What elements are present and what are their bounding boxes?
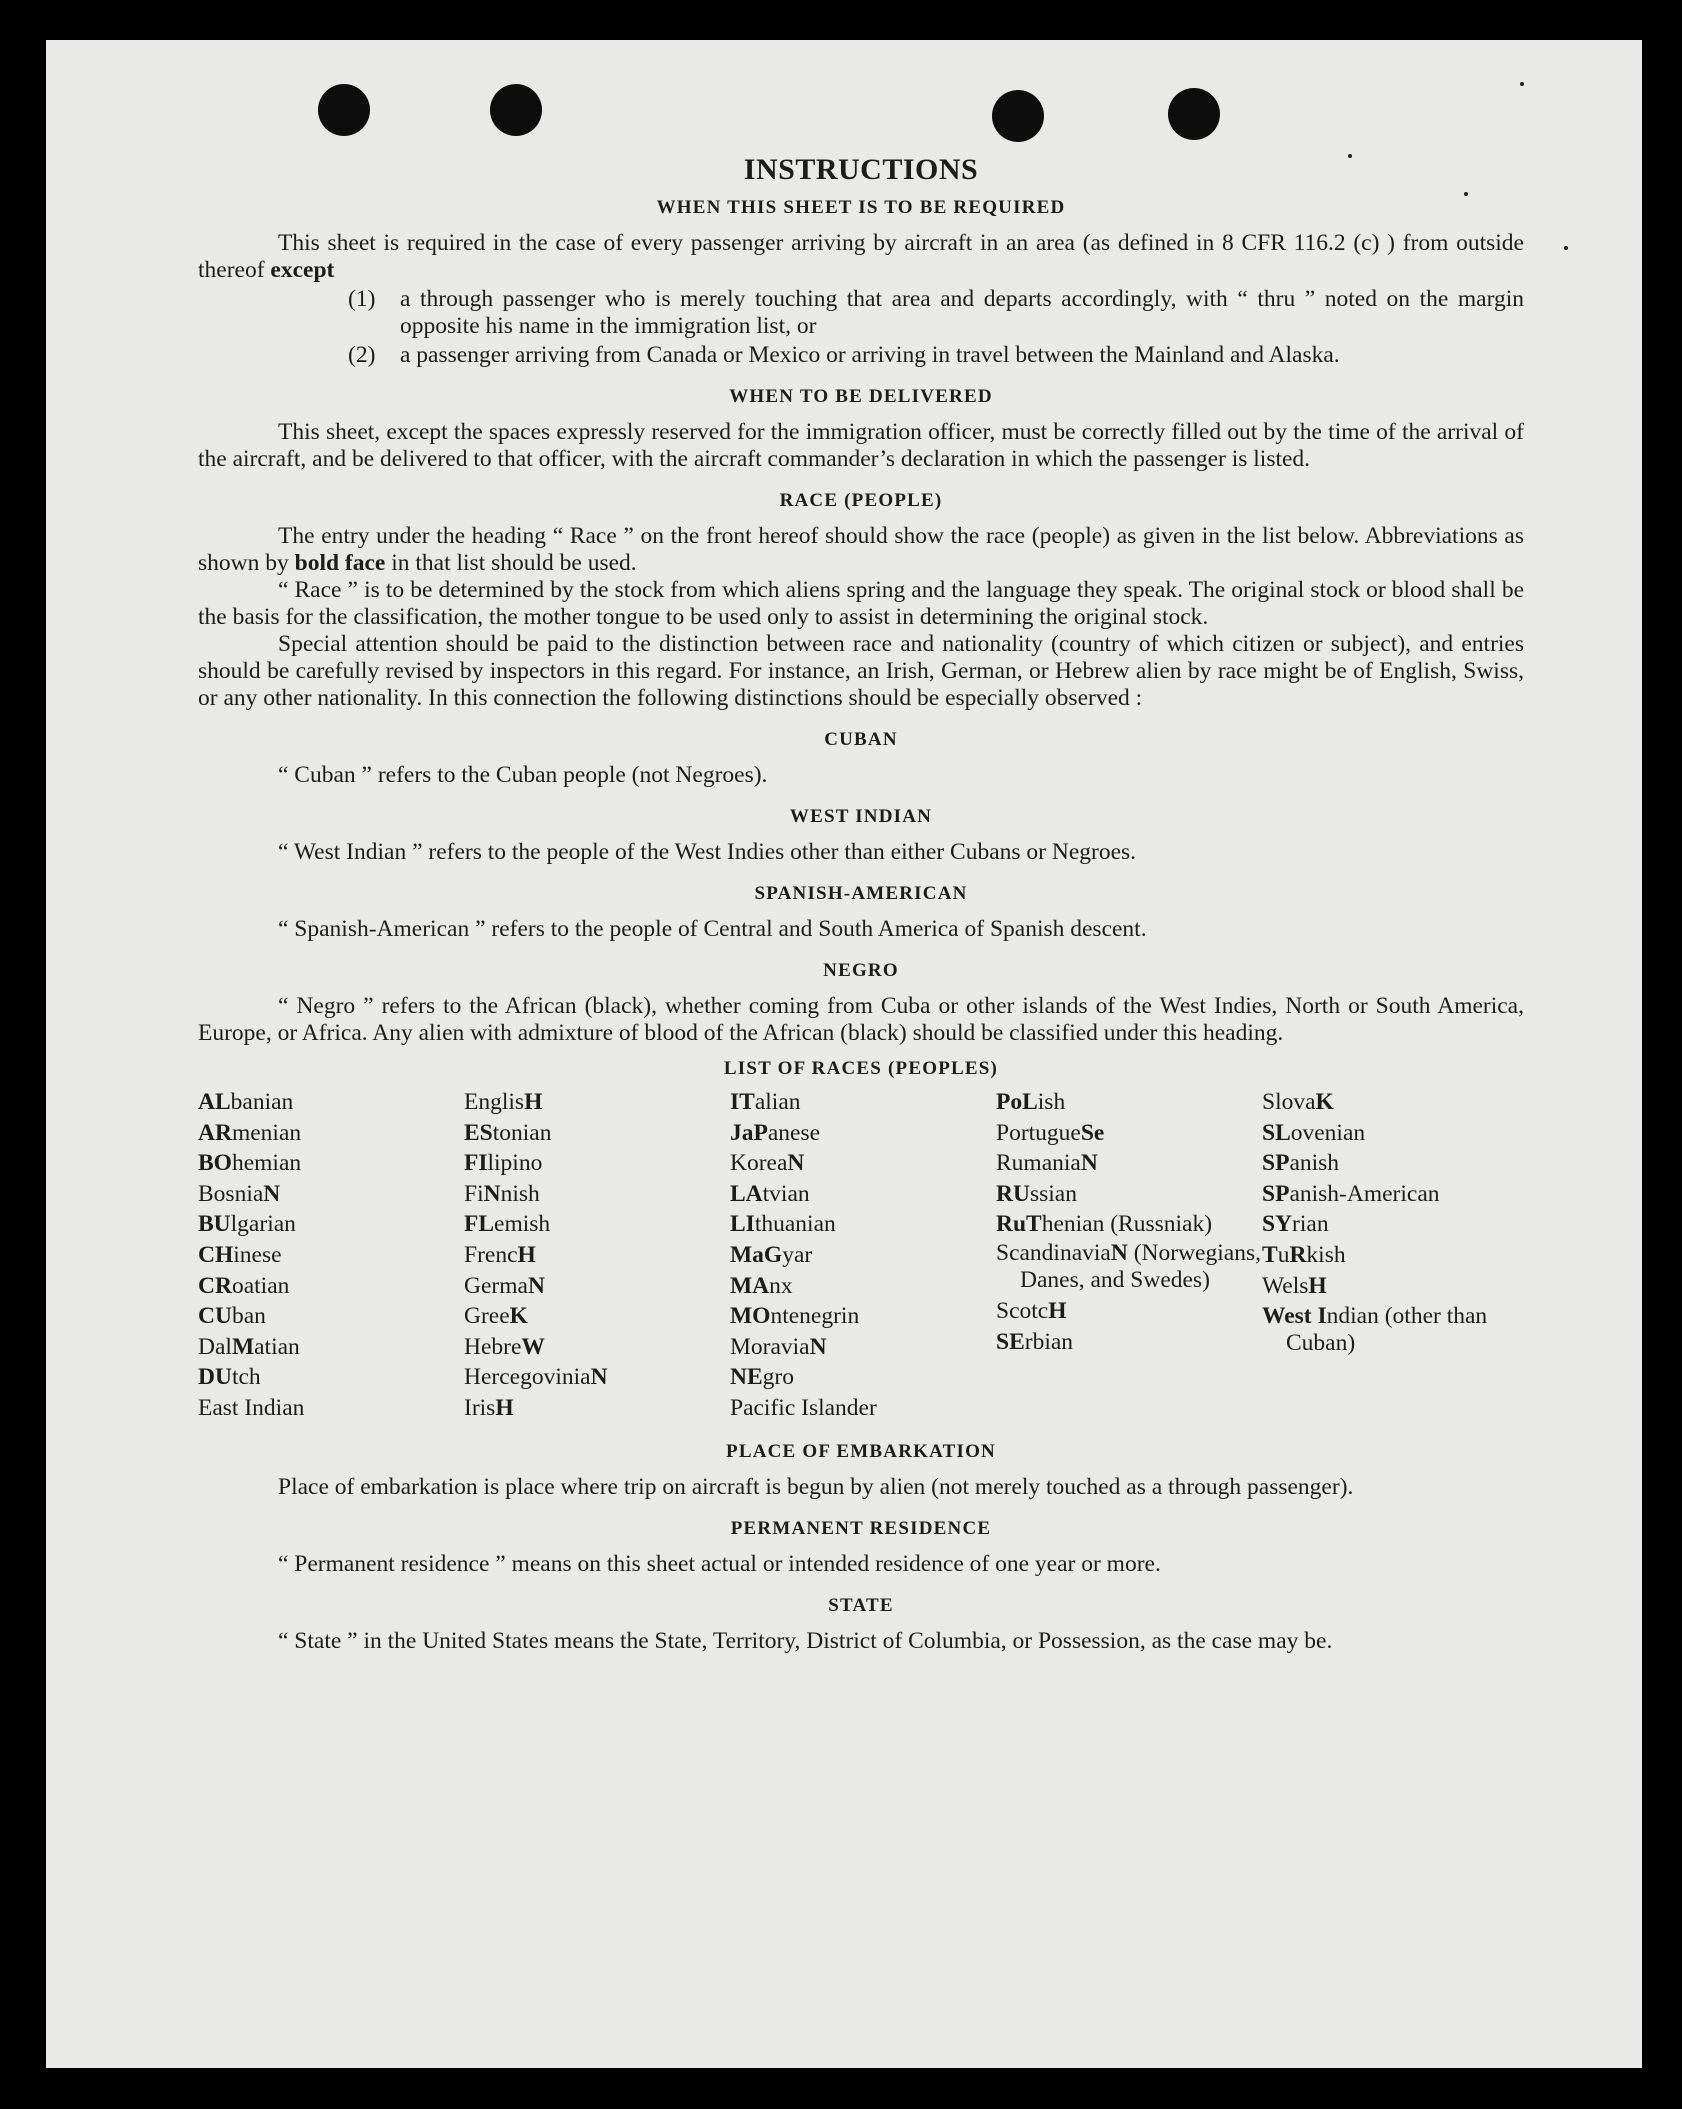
delivered-text: This sheet, except the spaces expressly reserved for the immigration officer, must be correctly filled out by the time of the arrival of the aircraft, and be delivered to that officer, with the aircraft commander’s declaration in which the passenger is listed. [198, 419, 1524, 472]
race-entry: HercegoviniaN [464, 1364, 608, 1391]
race-entry: FLemish [464, 1211, 551, 1238]
race-entry: MAnx [730, 1272, 793, 1299]
race-entry: SlovaK [1262, 1089, 1334, 1115]
punch-hole [992, 90, 1044, 142]
race-entry: CUban [198, 1303, 266, 1330]
race-entry: SYrian [1262, 1211, 1329, 1238]
race-entry: ITalian [730, 1089, 801, 1115]
heading-state: STATE [828, 1594, 894, 1616]
race-entry: BUlgarian [198, 1211, 296, 1238]
race-entry: DUtch [198, 1364, 261, 1391]
west-indian-text: “ West Indian ” refers to the people of the West Indies other than either Cubans or Negroes. [278, 839, 1137, 865]
race-entry: MoraviaN [730, 1333, 827, 1360]
instructions-content [198, 152, 1524, 1655]
cuban-text: “ Cuban ” refers to the Cuban people (not Negroes). [278, 762, 768, 788]
race-entry: LIthuanian [730, 1211, 836, 1238]
race-entry: KoreaN [730, 1150, 805, 1177]
heading-list-of-races: LIST OF RACES (PEOPLES) [723, 1058, 999, 1079]
race-entry: DalMatian [198, 1333, 300, 1360]
race-entry: ALbanian [198, 1089, 294, 1115]
race-entry: FiNnish [464, 1180, 540, 1207]
race-entry: SLovenian [1262, 1119, 1366, 1146]
races-column [996, 1087, 1262, 1424]
race-entry: CRoatian [198, 1272, 290, 1299]
race-entry: WelsH [1262, 1272, 1327, 1299]
punch-hole [318, 84, 370, 136]
race-entry: HebreW [464, 1333, 545, 1360]
state-text: “ State ” in the United States means the State, Territory, District of Columbia, or Possession, as the case may be. [278, 1627, 1333, 1654]
race-entry: BOhemian [198, 1150, 302, 1177]
heading-race: RACE (PEOPLE) [779, 490, 943, 511]
document-page [46, 40, 1642, 2068]
exception-item: (2) a passenger arriving from Canada or Mexico or arriving in travel between the Mainland and Alaska. [348, 342, 1340, 368]
race-entry: JaPanese [730, 1119, 821, 1146]
race-entry: FIlipino [464, 1150, 543, 1177]
race-entry: IrisH [464, 1394, 514, 1421]
embarkation-text: Place of embarkation is place where trip on aircraft is begun by alien (not merely touched as a through passenger). [278, 1473, 1354, 1500]
heading-residence: PERMANENT RESIDENCE [730, 1517, 992, 1539]
race-entry: SErbian [996, 1328, 1074, 1355]
heading-west-indian: WEST INDIAN [789, 806, 933, 827]
race-entry: RUssian [996, 1180, 1077, 1207]
race-entry: SPanish [1262, 1150, 1340, 1177]
race-entry: SPanish-American [1262, 1180, 1440, 1207]
race-entry: Pacific Islander [730, 1394, 877, 1421]
speck [1564, 246, 1568, 250]
race-entry: NEgro [730, 1364, 794, 1391]
heading-delivered: WHEN TO BE DELIVERED [729, 386, 993, 407]
race-entry: ScandinaviaN (Norwegians, Danes, and Swedes) [996, 1240, 1261, 1294]
spanish-american-text: “ Spanish-American ” refers to the people of Central and South America of Spanish descent. [278, 916, 1147, 942]
race-entry: MOntenegrin [730, 1303, 860, 1330]
race-entry: FrencH [464, 1241, 536, 1268]
exception-list [198, 286, 1524, 369]
race-entry: CHinese [198, 1241, 282, 1268]
race-entry: LAtvian [730, 1180, 810, 1207]
heading-spanish-american: SPANISH-AMERICAN [754, 883, 968, 904]
punch-hole [490, 84, 542, 136]
race-entry: PoLish [996, 1089, 1066, 1115]
race-entry: ScotcH [996, 1298, 1067, 1325]
heading-required: WHEN THIS SHEET IS TO BE REQUIRED [656, 197, 1066, 218]
speck [1520, 82, 1524, 86]
race-entry: West Indian (other than Cuban) [1262, 1303, 1488, 1357]
race-entry: RuThenian (Russniak) [996, 1211, 1213, 1238]
race-entry: RumaniaN [996, 1150, 1098, 1177]
races-column [730, 1087, 996, 1424]
race-paragraph: Special attention should be paid to the distinction between race and nationality (country of which citizen or subject), and entries should be carefully revised by inspectors in this regard. For instance, an Irish, German, or Hebrew alien by race might be of English, Swiss, or any other nationality. In this connection the following distinctions should be especially observed : [198, 631, 1524, 711]
race-entry: EnglisH [464, 1089, 543, 1115]
race-entry: TuRkish [1262, 1241, 1346, 1268]
heading-cuban: CUBAN [824, 729, 898, 750]
required-intro: This sheet is required in the case of every passenger arriving by aircraft in an area (as defined in 8 CFR 116.2 (c) ) from outside thereof except [198, 230, 1524, 283]
heading-negro: NEGRO [823, 960, 899, 981]
races-table [198, 1087, 1524, 1424]
races-column [464, 1087, 730, 1424]
race-entry: MaGyar [730, 1241, 813, 1268]
page-title: INSTRUCTIONS [743, 153, 979, 186]
heading-embarkation: PLACE OF EMBARKATION [726, 1440, 996, 1462]
negro-text: “ Negro ” refers to the African (black), whether coming from Cuba or other islands of the West Indies, North or South America, Europe, or Africa. Any alien with admixture of blood of the African (black) should be classified under this heading. [198, 993, 1524, 1046]
race-paragraph: “ Race ” is to be determined by the stock from which aliens spring and the language they speak. The original stock or blood shall be the basis for the classification, the mother tongue to be used only to assist in determining the original stock. [198, 577, 1524, 630]
race-entry: EStonian [464, 1119, 552, 1146]
race-entry: East Indian [198, 1394, 305, 1421]
races-column [198, 1087, 464, 1424]
exception-item: (1) a through passenger who is merely touching that area and departs accordingly, with “ thru ” noted on the margin opposite his name in the immigration list, or [348, 286, 1524, 339]
race-entry: ARmenian [198, 1119, 302, 1146]
race-entry: GreeK [464, 1303, 528, 1330]
race-entry: GermaN [464, 1272, 545, 1299]
race-entry: BosniaN [198, 1180, 281, 1207]
races-column [1262, 1087, 1528, 1424]
punch-hole [1168, 88, 1220, 140]
residence-text: “ Permanent residence ” means on this sheet actual or intended residence of one year or more. [278, 1550, 1161, 1577]
race-entry: PortugueSe [996, 1119, 1105, 1146]
race-paragraph: The entry under the heading “ Race ” on the front hereof should show the race (people) as given in the list below. Abbreviations as shown by bold face in that list should be used. [198, 523, 1524, 576]
